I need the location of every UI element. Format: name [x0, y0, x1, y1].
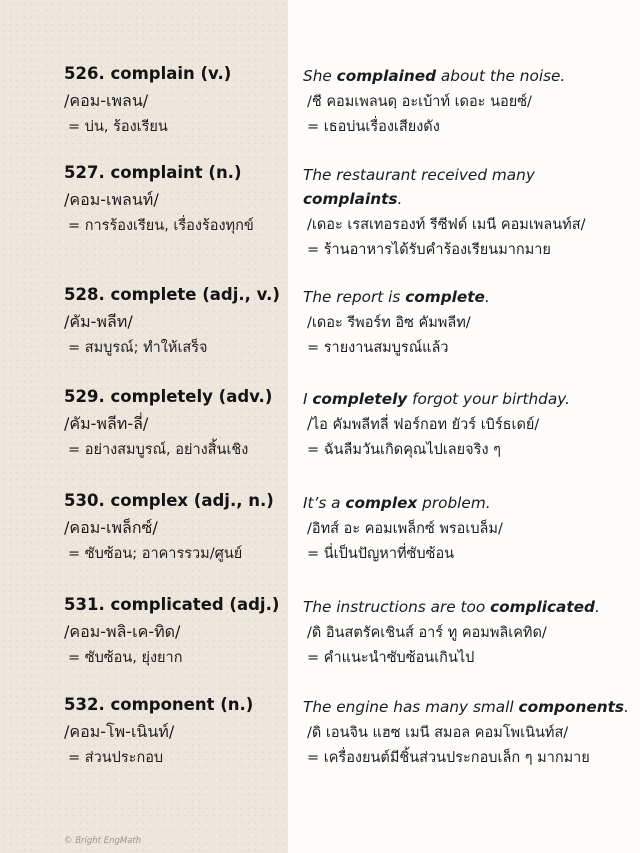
- example-translation: = เธอบ่นเรื่องเสียงดัง: [307, 119, 440, 135]
- example-keyword: components: [518, 698, 624, 716]
- example-text: .: [484, 288, 490, 306]
- vocab-meaning: = สมบูรณ์; ทำให้เสร็จ: [68, 340, 208, 356]
- example-pronunciation: /เดอะ เรสเทอรองท์ รีซีฟด์ เมนี คอมเพลนท์ส/: [307, 217, 586, 233]
- vocab-word: 530. complex (adj., n.): [64, 491, 274, 510]
- example-translation: = ฉันลืมวันเกิดคุณไปเลยจริง ๆ: [307, 442, 501, 458]
- example-text: The restaurant received many: [303, 166, 535, 184]
- example-sentence-line: [303, 491, 637, 515]
- example-text: I: [303, 390, 313, 408]
- example-sentence: [303, 163, 637, 211]
- example-keyword: complaints: [303, 190, 398, 208]
- example-keyword: complicated: [490, 598, 595, 616]
- example-text: .: [397, 190, 403, 208]
- vocab-entry: [0, 595, 640, 685]
- vocab-meaning: = ส่วนประกอบ: [68, 750, 164, 766]
- example-sentence: [303, 285, 637, 309]
- vocab-pronunciation: /คอม-เพลนท์/: [64, 190, 159, 209]
- example-pronunciation: /เดอะ รีพอร์ท อิซ คัมพลีท/: [307, 315, 471, 331]
- vocab-entry: [0, 491, 640, 581]
- example-keyword: complete: [405, 288, 485, 306]
- vocab-pronunciation: /คัม-พลีท/: [64, 312, 133, 331]
- example-text: problem.: [417, 494, 491, 512]
- example-sentence-line: [303, 64, 637, 88]
- vocab-word: 526. complain (v.): [64, 64, 232, 83]
- example-pronunciation: /ไอ คัมพลีทลี่ ฟอร์กอท ยัวร์ เบิร์ธเดย์/: [307, 417, 540, 433]
- example-keyword: complex: [345, 494, 418, 512]
- example-text: It’s a: [303, 494, 346, 512]
- example-pronunciation: /ดิ เอนจิน แฮซ เมนี สมอล คอมโพเนินท์ส/: [307, 725, 569, 741]
- vocab-entry: [0, 285, 640, 375]
- vocab-meaning: = อย่างสมบูรณ์, อย่างสิ้นเชิง: [68, 442, 249, 458]
- example-text: The engine has many small: [303, 698, 519, 716]
- vocab-meaning: = การร้องเรียน, เรื่องร้องทุกข์: [68, 218, 254, 234]
- vocab-meaning: = ซับซ้อน; อาคารรวม/ศูนย์: [68, 546, 243, 562]
- example-sentence-line: [303, 285, 637, 309]
- vocab-meaning: = บ่น, ร้องเรียน: [68, 119, 168, 135]
- vocab-pronunciation: /คอม-โพ-เนินท์/: [64, 722, 175, 741]
- example-text: The report is: [303, 288, 406, 306]
- example-translation: = เครื่องยนต์มีชิ้นส่วนประกอบเล็ก ๆ มากมาย: [307, 750, 590, 766]
- vocab-entry: [0, 64, 640, 154]
- example-text: about the noise.: [436, 67, 566, 85]
- example-sentence-line: [303, 387, 637, 411]
- vocab-pronunciation: /คอม-พลิ-เค-ทิด/: [64, 622, 181, 641]
- copyright-footer: © Bright EngMath: [64, 836, 142, 846]
- example-translation: = ร้านอาหารได้รับคำร้องเรียนมากมาย: [307, 242, 551, 258]
- example-sentence-line: [303, 595, 637, 619]
- vocab-pronunciation: /คอม-เพลน/: [64, 91, 149, 110]
- vocab-pronunciation: /คัม-พลีท-ลี่/: [64, 414, 149, 433]
- example-text: .: [623, 698, 629, 716]
- example-sentence: [303, 695, 637, 719]
- example-sentence-line: [303, 695, 637, 719]
- vocab-entry: [0, 387, 640, 477]
- vocab-entry: [0, 163, 640, 258]
- example-text: forgot your birthday.: [407, 390, 570, 408]
- example-text: She: [303, 67, 337, 85]
- example-translation: = รายงานสมบูรณ์แล้ว: [307, 340, 449, 356]
- example-translation: = นี่เป็นปัญหาที่ซับซ้อน: [307, 546, 455, 562]
- vocab-word: 532. component (n.): [64, 695, 254, 714]
- vocab-word: 529. completely (adv.): [64, 387, 273, 406]
- vocab-word: 527. complaint (n.): [64, 163, 242, 182]
- example-translation: = คำแนะนำซับซ้อนเกินไป: [307, 650, 475, 666]
- vocab-entry: [0, 695, 640, 785]
- example-sentence: [303, 387, 637, 411]
- example-sentence: [303, 491, 637, 515]
- example-pronunciation: /ดิ อินสตรัคเชินส์ อาร์ ทู คอมพลิเคทิด/: [307, 625, 547, 641]
- example-keyword: completely: [312, 390, 408, 408]
- example-pronunciation: /อิทส์ อะ คอมเพล็กซ์ พรอเบล็ม/: [307, 521, 503, 537]
- example-text: .: [594, 598, 600, 616]
- vocab-word: 528. complete (adj., v.): [64, 285, 280, 304]
- vocab-pronunciation: /คอม-เพล็กซ์/: [64, 518, 158, 537]
- vocab-meaning: = ซับซ้อน, ยุ่งยาก: [68, 650, 183, 666]
- example-pronunciation: /ชี คอมเพลนดฺ อะเบ้าท์ เดอะ นอยซ์/: [307, 94, 532, 110]
- example-sentence-line: [303, 163, 637, 187]
- example-sentence-line: [303, 187, 637, 211]
- example-sentence: [303, 595, 637, 619]
- example-sentence: [303, 64, 637, 88]
- example-keyword: complained: [336, 67, 437, 85]
- example-text: The instructions are too: [303, 598, 491, 616]
- vocab-word: 531. complicated (adj.): [64, 595, 280, 614]
